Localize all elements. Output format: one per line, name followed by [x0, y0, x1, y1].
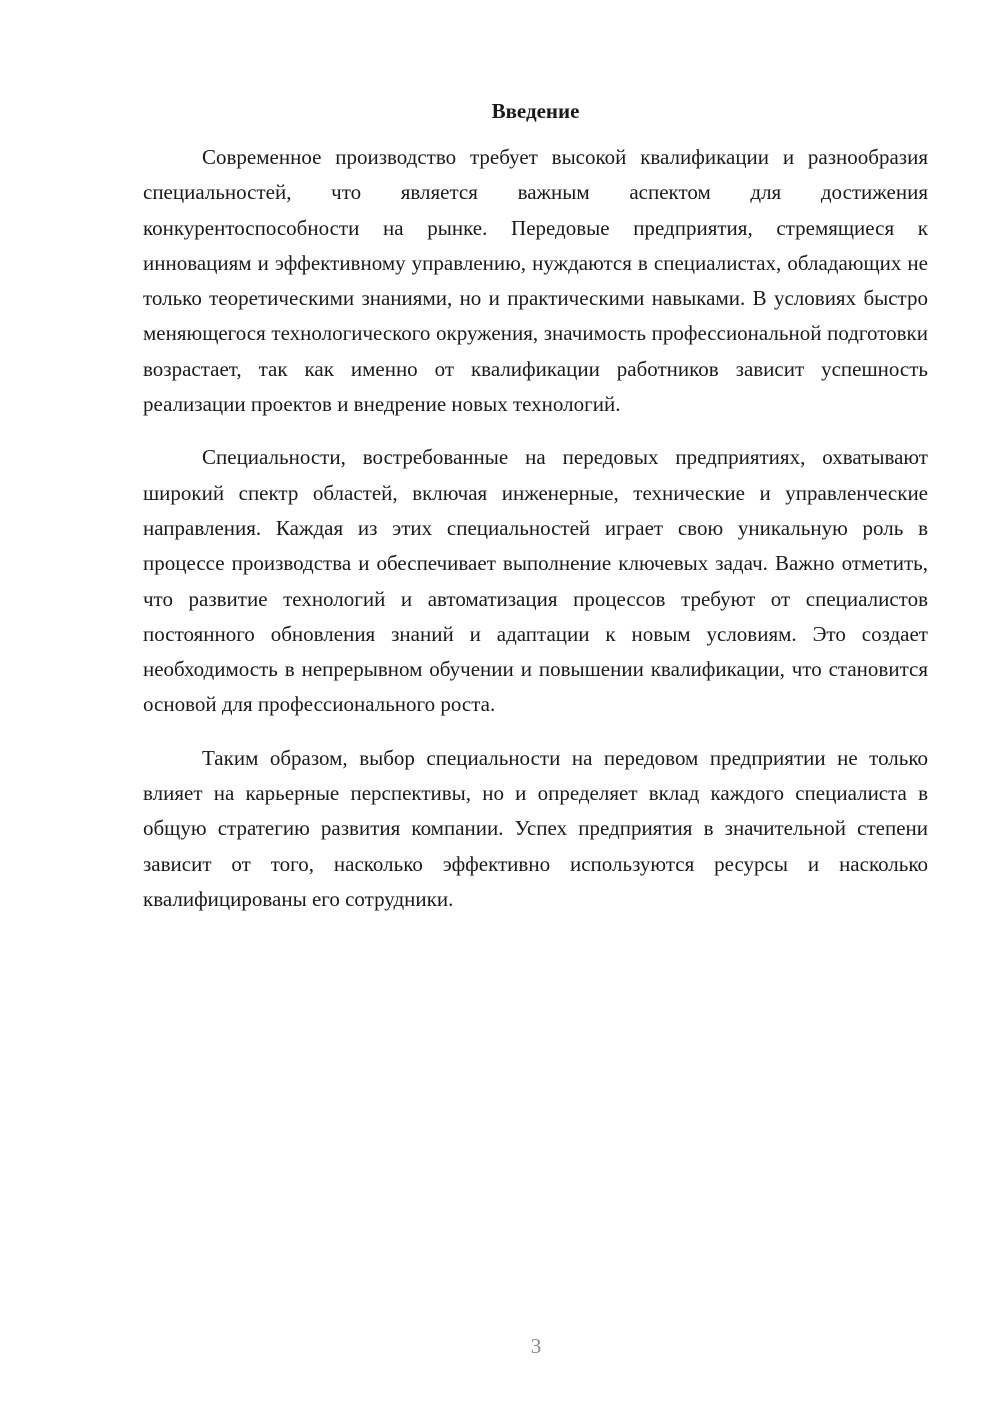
paragraph-3: Таким образом, выбор специальности на передовом предприятии не только влияет на карьерные перспективы, но и определяет вклад каждого специалиста в общую стратегию развития компании. Успех предприятия в значительной степени зависит от того, насколько эффективно используются ресурсы и насколько квалифицированы его сотрудники.	[143, 745, 928, 911]
paragraph-2: Специальности, востребованные на передовых предприятиях, охватывают широкий спектр областей, включая инженерные, технические и управленческие направления. Каждая из этих специальностей играет свою уникальную роль в процессе производства и обеспечивает выполнение ключевых задач. Важно отметить, что развитие технологий и автоматизация процессов требуют от специалистов постоянного обновления знаний и адаптации к новым условиям. Это создает необходимость в непрерывном обучении и повышении квалификации, что становится основой для профессионального роста.	[143, 445, 928, 717]
page-content	[143, 96, 928, 935]
page-number: 3	[530, 1334, 542, 1358]
section-heading: Введение	[491, 99, 580, 123]
paragraph-1: Современное производство требует высокой квалификации и разнообразия специальностей, что является важным аспектом для достижения конкурентоспособности на рынке. Передовые предприятия, стремящиеся к инновациям и эффективному управлению, нуждаются в специалистах, обладающих не только теоретическими знаниями, но и практическими навыками. В условиях быстро меняющегося технологического окружения, значимость профессиональной подготовки возрастает, так как именно от квалификации работников зависит успешность реализации проектов и внедрение новых технологий.	[143, 145, 928, 417]
